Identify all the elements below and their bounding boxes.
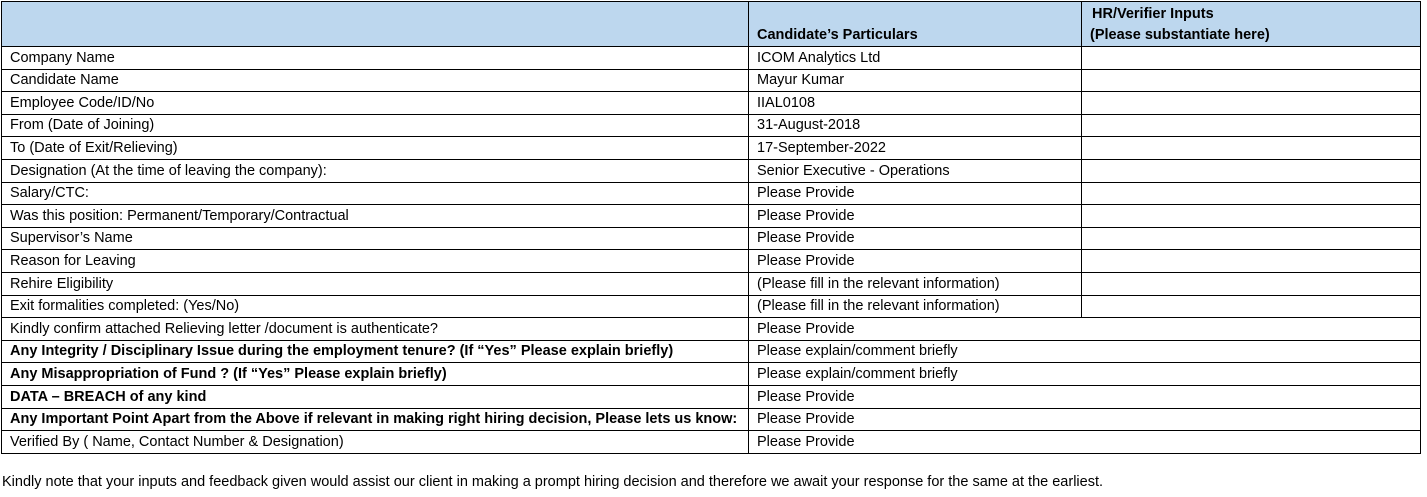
row-candidate-value: Please Provide [749,318,1421,341]
row-label: To (Date of Exit/Relieving) [2,137,749,160]
table-row [2,295,1421,318]
row-candidate-value: Please Provide [749,431,1421,454]
verification-table [1,1,1421,454]
row-label: Any Integrity / Disciplinary Issue during the employment tenure? (If “Yes” Please explain briefly) [2,340,749,363]
row-hr-input-cell[interactable] [1082,205,1421,228]
table-row [2,318,1421,341]
header-hr-verifier-inputs [1082,2,1421,47]
row-candidate-value: Please Provide [749,408,1421,431]
row-label: Salary/CTC: [2,182,749,205]
row-label: From (Date of Joining) [2,114,749,137]
table-row [2,159,1421,182]
row-hr-input-cell[interactable] [1082,159,1421,182]
row-label: Exit formalities completed: (Yes/No) [2,295,749,318]
header-hr-subtitle: (Please substantiate here) [1090,27,1270,43]
table-row [2,363,1421,386]
table-row [2,408,1421,431]
row-candidate-value: Senior Executive - Operations [749,159,1082,182]
row-label: Company Name [2,47,749,70]
row-candidate-value: (Please fill in the relevant information) [749,272,1082,295]
row-hr-input-cell[interactable] [1082,69,1421,92]
row-hr-input-cell[interactable] [1082,182,1421,205]
row-hr-input-cell[interactable] [1082,137,1421,160]
table-row [2,340,1421,363]
table-row [2,205,1421,228]
table-row [2,227,1421,250]
header-candidate-particulars: Candidate’s Particulars [749,2,1082,47]
row-hr-input-cell[interactable] [1082,92,1421,115]
row-label: Any Misappropriation of Fund ? (If “Yes” Please explain briefly) [2,363,749,386]
table-row [2,47,1421,70]
table-row [2,92,1421,115]
row-candidate-value: 17-September-2022 [749,137,1082,160]
row-candidate-value: IIAL0108 [749,92,1082,115]
row-candidate-value: ICOM Analytics Ltd [749,47,1082,70]
row-candidate-value: Please explain/comment briefly [749,340,1421,363]
table-row [2,431,1421,454]
row-hr-input-cell[interactable] [1082,250,1421,273]
row-candidate-value: Please Provide [749,250,1082,273]
row-hr-input-cell[interactable] [1082,227,1421,250]
row-candidate-value: Please Provide [749,385,1421,408]
row-label: Supervisor’s Name [2,227,749,250]
table-row [2,272,1421,295]
header-hr-title: HR/Verifier Inputs [1092,6,1214,22]
row-label: Candidate Name [2,69,749,92]
table-row [2,385,1421,408]
table-row [2,250,1421,273]
row-hr-input-cell[interactable] [1082,114,1421,137]
row-candidate-value: Please explain/comment briefly [749,363,1421,386]
row-label: Verified By ( Name, Contact Number & Designation) [2,431,749,454]
row-label: Kindly confirm attached Relieving letter /document is authenticate? [2,318,749,341]
row-label: Reason for Leaving [2,250,749,273]
table-row [2,182,1421,205]
table-row [2,69,1421,92]
row-candidate-value: Mayur Kumar [749,69,1082,92]
row-label: Employee Code/ID/No [2,92,749,115]
row-candidate-value: Please Provide [749,227,1082,250]
table-row [2,114,1421,137]
row-label: Designation (At the time of leaving the company): [2,159,749,182]
row-label: Rehire Eligibility [2,272,749,295]
row-candidate-value: Please Provide [749,182,1082,205]
row-label: Any Important Point Apart from the Above if relevant in making right hiring decision, Please lets us know: [2,408,749,431]
row-candidate-value: Please Provide [749,205,1082,228]
row-hr-input-cell[interactable] [1082,295,1421,318]
row-candidate-value: 31-August-2018 [749,114,1082,137]
table-header-row [2,2,1421,47]
header-blank-cell [2,2,749,47]
row-label: Was this position: Permanent/Temporary/Contractual [2,205,749,228]
row-hr-input-cell[interactable] [1082,272,1421,295]
row-label: DATA – BREACH of any kind [2,385,749,408]
footer-note: Kindly note that your inputs and feedback given would assist our client in making a prompt hiring decision and therefore we await your response for the same at the earliest. [2,474,1104,490]
table-row [2,137,1421,160]
row-hr-input-cell[interactable] [1082,47,1421,70]
row-candidate-value: (Please fill in the relevant information) [749,295,1082,318]
